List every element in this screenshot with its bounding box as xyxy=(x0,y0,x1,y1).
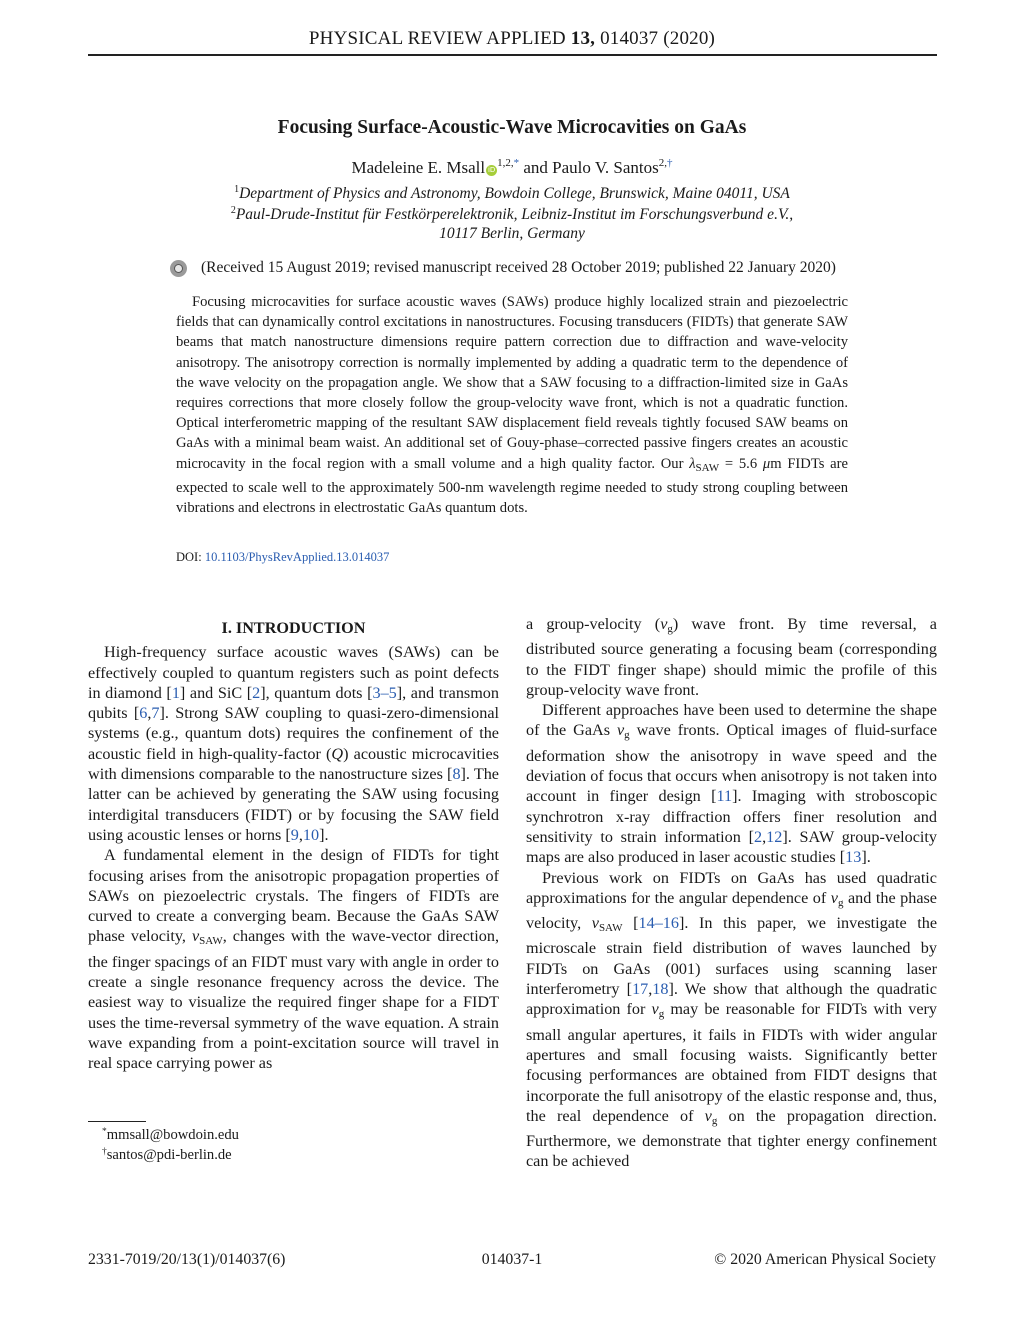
citation-link[interactable]: 2 xyxy=(754,827,763,846)
citation-link[interactable]: 6 xyxy=(139,704,148,723)
abstract-text: Focusing microcavities for surface acoustic waves (SAWs) produce highly localized strain and piezoelectric fields that can dynamically control excitations in nanostructures. Focusing transducers (FIDTs) that generate SAW beams that match nanostructure dimensions require pattern correction due to diffraction and wave-velocity anisotropy. The anisotropy correction is normally implemented by adding a quadratic term to the dependence of the wave velocity on the propagation angle. We show that a SAW focusing to a diffraction-limited size in GaAs requires corrections that more closely follow the group-velocity wave front, which is not a quadratic function. Optical interferometric mapping of the resultant SAW displacement field reveals tightly focused SAW beams on GaAs with a minimal beam waist. An additional set of Gouy-phase–corrected passive fingers creates an acoustic microcavity in the focal region with a small volume and a high quality factor. Our $\lambda_{SAW} = 5.6$ μm FIDTs are expected to scale well to the approximately 500-nm wavelength regime needed to study strong coupling between vibrations and electrons in electrostatic GaAs quantum dots. xyxy=(176,294,848,517)
intro-paragraph-1: High-frequency surface acoustic waves (SAWs) can be effectively coupled to quantum registers such as point defects in diamond [1] and SiC [2], quantum dots [3–5], and transmon qubits [6,7]. Strong SAW coupling to quasi-zero-dimensional systems (e.g., quantum dots) requires the confinement of the acoustic field in high-quality-factor (Q) acoustic microcavities with dimensions comparable to the nanostructure sizes [8]. The latter can be achieved by generating the SAW using focusing interdigital transducers (FIDT) or by focusing the SAW field using acoustic lenses or horns [9,10]. xyxy=(88,643,500,844)
citation-link[interactable]: 12 xyxy=(766,827,783,846)
citation-link[interactable]: 8 xyxy=(452,765,461,784)
citation-link[interactable]: 10 xyxy=(302,825,320,844)
author-santos: Paulo V. Santos xyxy=(552,158,659,177)
email-santos[interactable]: santos@pdi-berlin.de xyxy=(106,1147,232,1163)
author-msall: Madeleine E. Msall xyxy=(351,158,486,177)
intro-paragraph-2-cont: a group-velocity $(v_g)$ wave front. By time reversal, a distributed source generating a focusing beam (corresponding to the FIDT finger shape) should mimic the profile of this group-velocity wave front. xyxy=(526,615,937,699)
corresponding-mark-link[interactable]: * xyxy=(513,157,520,169)
crossmark-icon[interactable] xyxy=(170,260,187,277)
footer-page-number: 014037-1 xyxy=(481,1251,543,1268)
citation-link[interactable]: 2 xyxy=(252,683,261,702)
received-dates xyxy=(170,259,836,277)
citation-link[interactable]: 1 xyxy=(171,683,180,702)
intro-paragraph-4: Previous work on FIDTs on GaAs has used quadratic approximations for the angular dependence of $v_g$ and the phase velocity, $v_{SAW}$ [14–16]. In this paper, we investigate the microscale strain field distribution of waves launched by FIDTs on GaAs (001) surfaces using scanning laser interferometry [17,18]. We show that although the quadratic approximation for $v_g$ may be reasonable for FIDTs with very small angular apertures, it fails in FIDTs with wider angular apertures and small focusing waists. Significantly better focusing performances are obtained from FIDT designs that incorporate the full anisotropy of the elastic response and, thus, the real dependence of $v_g$ on the propagation direction. Furthermore, we demonstrate that tighter energy confinement can be achieved xyxy=(526,868,938,1171)
citation-link[interactable]: 17 xyxy=(632,980,649,999)
author-join: and xyxy=(519,158,553,177)
paper-title: Focusing Surface-Acoustic-Wave Microcavities on GaAs xyxy=(277,117,747,138)
citation-link[interactable]: 18 xyxy=(652,980,669,999)
footer-copyright: © 2020 American Physical Society xyxy=(714,1251,936,1268)
journal-name: PHYSICAL REVIEW APPLIED xyxy=(308,28,566,49)
header-rule xyxy=(88,54,937,56)
intro-paragraph-3: Different approaches have been used to determine the shape of the GaAs $v_g$ wave fronts. Optical images of fluid-surface deformation show the anisotropy in wave speed and the deviation of focus that occurs when anisotropy is not taken into account in finger design [11]. Imaging with stroboscopic synchrotron x-ray diffraction offers finer resolution and sensitivity to strain information [2,12]. SAW group-velocity maps are also produced in laser acoustic studies [13]. xyxy=(526,701,938,867)
author-line xyxy=(0,157,1024,178)
citation-link[interactable]: 9 xyxy=(290,825,299,844)
dagger-mark-link[interactable]: † xyxy=(667,157,673,169)
footer-issn: 2331-7019/20/13(1)/014037(6) xyxy=(88,1251,286,1268)
citation-link[interactable]: 7 xyxy=(151,704,160,723)
author-msall-affil: 1,2,* xyxy=(497,157,520,169)
section-heading: I. INTRODUCTION xyxy=(221,619,366,637)
right-column xyxy=(526,614,937,1172)
volume: 13, xyxy=(570,28,596,49)
footnote-rule xyxy=(88,1121,146,1122)
intro-paragraph-2: A fundamental element in the design of FIDTs for tight focusing arises from the anisotropic propagation properties of SAWs on piezoelectric crystals. The fingers of FIDTs are curved to create a converging beam. Because the GaAs SAW phase velocity, $v_{SAW}$, changes with the wave-vector direction, the finger spacings of an FIDT must vary with angle in order to create a single resonance frequency across the device. The easiest way to visualize the required finger shape for a FIDT uses the time-reversal symmetry of the wave equation. A strain wave expanding from a point-excitation source will travel in real space carrying power as xyxy=(88,846,500,1073)
citation-link[interactable]: 11 xyxy=(716,787,733,806)
citation-link[interactable]: 14–16 xyxy=(638,914,679,933)
affiliation-1: $^1$Department of Physics and Astronomy, Bowdoin College, Brunswick, Maine 04011, USA xyxy=(234,184,790,202)
left-column xyxy=(88,614,499,1074)
affiliation-2: $^2$Paul-Drude-Institut für Festkörperelektronik, Leibniz-Institut im Forschungsverbund e.V., xyxy=(230,205,794,223)
doi-line: DOI: 10.1103/PhysRevApplied.13.014037 xyxy=(176,550,390,564)
footnote-email-1: *mmsall@bowdoin.edu xyxy=(102,1127,239,1143)
doi-link[interactable]: 10.1103/PhysRevApplied.13.014037 xyxy=(204,550,390,564)
abstract xyxy=(176,292,848,518)
received-text: (Received 15 August 2019; revised manuscript received 28 October 2019; published 22 January 2020) xyxy=(201,259,836,276)
citation-link[interactable]: 3–5 xyxy=(372,683,397,702)
footnote-email-2: †santos@pdi-berlin.de xyxy=(102,1147,232,1163)
orcid-icon[interactable]: iD xyxy=(487,166,496,174)
email-msall[interactable]: mmsall@bowdoin.edu xyxy=(106,1127,239,1143)
citation-link[interactable]: 13 xyxy=(845,848,862,867)
running-header xyxy=(0,28,1024,50)
article-number: 014037 (2020) xyxy=(600,28,716,49)
affiliation-2-line2: 10117 Berlin, Germany xyxy=(439,225,585,242)
author-santos-affil: 2,† xyxy=(658,157,673,169)
